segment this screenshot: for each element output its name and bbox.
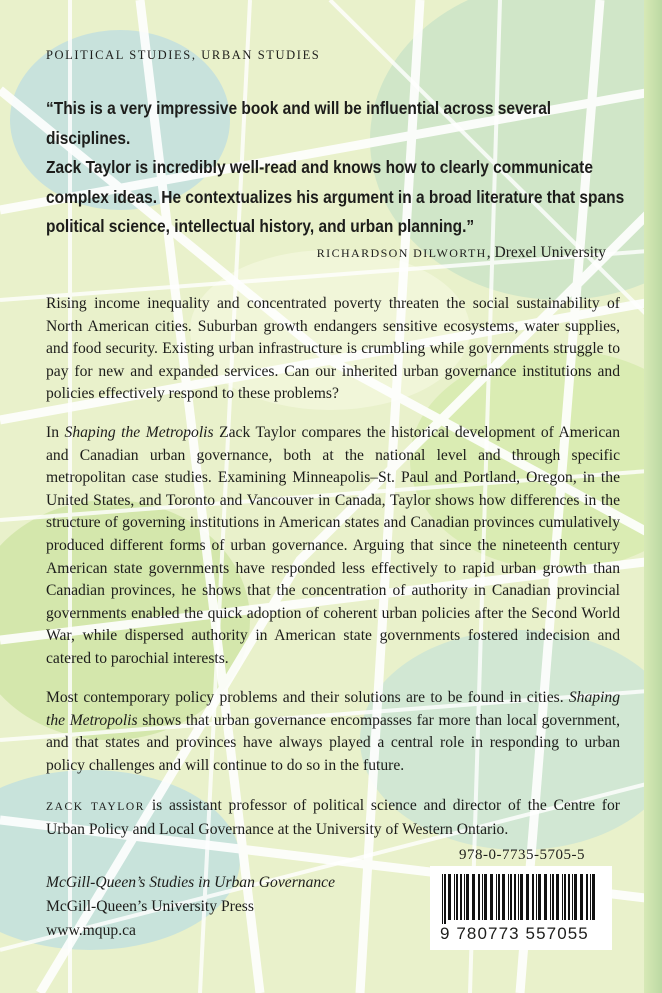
- barcode-bar: [538, 874, 541, 920]
- paragraph-text: shows that urban governance encompasses far more than local government, and that states and provinces have always played a central role in responding to urban policy challenges and will continue to do so in the future.: [46, 711, 621, 774]
- barcode-bar: [472, 874, 475, 920]
- quote-attribution: [317, 244, 606, 262]
- barcode-bar: [478, 874, 480, 920]
- book-title: Shaping the Metropolis: [64, 424, 214, 441]
- author-name: ZACK TAYLOR: [46, 801, 146, 813]
- isbn-number: 978-0-7735-5705-5: [459, 847, 585, 863]
- barcode-bar: [498, 874, 500, 920]
- barcode-bar: [520, 874, 523, 920]
- paragraph-text: is assistant professor of political science and director of the Centre for Urban Policy and Local Governance at the University of Western Ontario.: [46, 797, 620, 838]
- barcode-bar: [562, 874, 563, 920]
- barcode-bar: [526, 874, 529, 920]
- barcode-bar: [442, 874, 443, 924]
- quote-line: “This is a very impressive book and will be influential across several disciplines.: [46, 98, 552, 148]
- barcode-bar: [508, 874, 509, 920]
- barcode-bar: [456, 874, 458, 920]
- barcode-bar: [592, 874, 595, 920]
- barcode-bar: [510, 874, 512, 920]
- description-paragraph-3: [46, 687, 620, 777]
- barcode-bars: [442, 874, 600, 924]
- barcode-bar: [490, 874, 493, 920]
- barcode-bar: [556, 874, 559, 920]
- quote-line: Zack Taylor is incredibly well-read and knows how to clearly communicate: [46, 157, 593, 177]
- barcode-bar: [580, 874, 583, 920]
- category-label: POLITICAL STUDIES, URBAN STUDIES: [46, 48, 321, 62]
- quote-affiliation: , Drexel University: [486, 244, 606, 261]
- quote-line: complex ideas. He contextualizes his argument in a broad literature that spans: [46, 186, 625, 207]
- barcode-bar: [536, 874, 537, 920]
- barcode-bar: [496, 874, 497, 920]
- barcode-bar: [484, 874, 487, 920]
- publisher-name: McGill-Queen’s University Press: [46, 898, 254, 915]
- barcode-bar: [568, 874, 570, 920]
- paragraph-text: Most contemporary policy problems and their solutions are to be found in cities.: [46, 689, 569, 706]
- barcode-bar: [532, 874, 534, 920]
- barcode-bar: [586, 874, 588, 920]
- series-title: McGill-Queen’s Studies in Urban Governance: [46, 874, 336, 891]
- publisher-website: www.mqup.ca: [46, 922, 136, 939]
- description-paragraph-2: [46, 422, 620, 671]
- barcode-bar: [448, 874, 451, 920]
- barcode-bar: [482, 874, 483, 920]
- barcode-bar: [466, 874, 469, 920]
- barcode-bar: [454, 874, 455, 920]
- barcode-bar: [572, 874, 573, 920]
- barcode-digits: 9 780773 557055: [440, 924, 589, 943]
- quote-line: political science, intellectual history, and urban planning.”: [46, 216, 475, 236]
- barcode: [430, 866, 612, 950]
- barcode-bar: [514, 874, 516, 920]
- book-title: Shaping the Metropolis: [46, 689, 620, 729]
- barcode-bar: [550, 874, 551, 920]
- description-paragraph-1: Rising income inequality and concentrated poverty threaten the social sustainability of North American cities. Suburban growth endangers sensitive ecosystems, water supplies, and food security. Existing urban infrastructure is crumbling while governments struggle to pay for new and expanded services. Can our inherited urban governance institutions and policies effectively respond to these problems?: [46, 295, 620, 403]
- barcode-bar: [544, 874, 547, 920]
- barcode-bar: [564, 874, 566, 920]
- endorsement-quote: [46, 94, 627, 242]
- barcode-bar: [502, 874, 505, 920]
- barcode-bar: [574, 874, 577, 920]
- barcode-bar: [464, 874, 465, 920]
- quote-author: RICHARDSON DILWORTH: [316, 246, 487, 260]
- barcode-bar: [444, 874, 446, 924]
- barcode-bar: [518, 874, 519, 920]
- barcode-bar: [460, 874, 462, 920]
- paragraph-text: Zack Taylor compares the historical development of American and Canadian urban governance, both at the national level and through specific metropolitan case studies. Examining Minneapolis–St. Paul and Portland, Oregon, in the United States, and Toronto and Vancouver in Canada, Taylor shows how differences in the structure of governing institutions in American states and Canadian provinces cumulatively produced different forms of urban governance. Arguing that since the nineteenth century American state governments have responded less effectively to rapid urban growth than Canadian provinces, he shows that the concentration of authority in Canadian provincial governments enabled the quick adoption of coherent urban policies after the Second World War, while dispersed authority in American state governments fostered indecision and catered to parochial interests.: [46, 424, 620, 667]
- author-bio: [46, 795, 620, 841]
- paragraph-text: In: [46, 424, 65, 441]
- barcode-bar: [552, 874, 554, 920]
- barcode-bar: [590, 874, 591, 920]
